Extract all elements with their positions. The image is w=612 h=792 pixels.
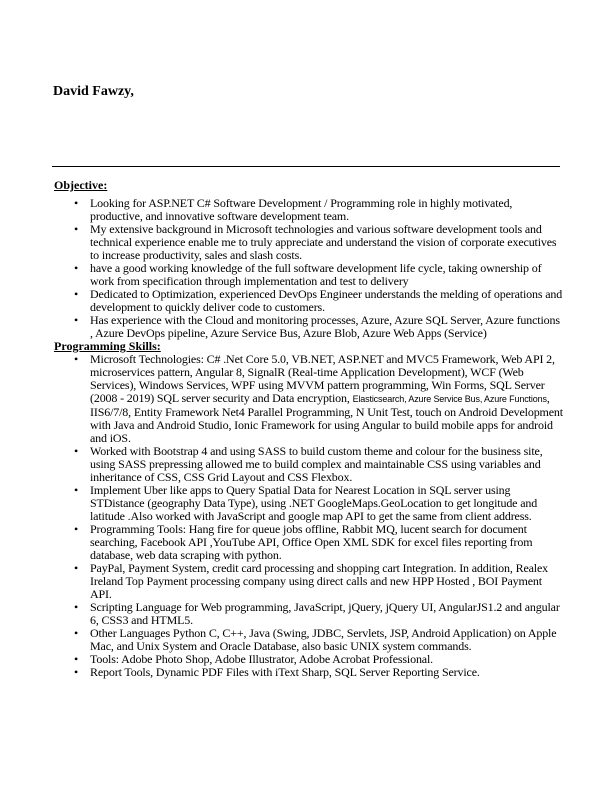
- bullet-icon: •: [74, 561, 79, 575]
- list-item: [54, 666, 564, 679]
- divider: [52, 166, 560, 167]
- list-item: [54, 223, 564, 262]
- item-text-sans: Elasticsearch, Azure Service Bus, Azure Functions: [352, 394, 547, 404]
- item-text: PayPal, Payment System, credit card processing and shopping cart Integration. In addition, Realex Ireland Top Payment processing company using direct calls and new HPP Hosted , BOI Payment API.: [90, 561, 549, 601]
- item-text: Microsoft Technologies: C# .Net Core 5.0, VB.NET, ASP.NET and MVC5 Framework, Web API 2, microservices pattern, Angular 8, SignalR (Real-time Application Development), WCF (Web Services), Windows Services, WPF using MVVM pattern programming, Win Forms, SQL Server (2008 - 2019) SQL server security and Data encryption,: [90, 352, 555, 405]
- item-text: Has experience with the Cloud and monitoring processes, Azure, Azure SQL Server, Azure functions , Azure DevOps pipeline, Azure Service Bus, Azure Blob, Azure Web Apps (Service): [90, 313, 560, 340]
- list-item: [54, 562, 564, 601]
- list-item: [54, 523, 564, 562]
- list-item: [54, 627, 564, 653]
- list-item: [54, 262, 564, 288]
- item-text: Programming Tools: Hang fire for queue jobs offline, Rabbit MQ, lucent search for document searching, Facebook API ,YouTube API, Office Open XML SDK for excel files reporting from database, web data scraping with python.: [90, 522, 533, 562]
- objective-list: [54, 197, 564, 340]
- candidate-name: David Fawzy,: [53, 84, 134, 99]
- list-item: [54, 288, 564, 314]
- item-text: Dedicated to Optimization, experienced DevOps Engineer understands the melding of operations and development to quickly deliver code to customers.: [90, 287, 563, 314]
- skills-heading: Programming Skills:: [54, 339, 161, 353]
- objective-heading: Objective:: [54, 178, 108, 192]
- bullet-icon: •: [74, 444, 79, 458]
- bullet-icon: •: [74, 222, 79, 236]
- bullet-icon: •: [74, 626, 79, 640]
- list-item: [54, 484, 564, 523]
- item-text: , IIS6/7/8, Entity Framework Net4 Parallel Programming, N Unit Test, touch on Android Development with Java and Android Studio, Ionic Framework for using Angular to build mobile apps for android and iOS.: [90, 391, 563, 445]
- list-item: [54, 445, 564, 484]
- skills-list: [54, 353, 564, 679]
- item-text: Report Tools, Dynamic PDF Files with iText Sharp, SQL Server Reporting Service.: [90, 665, 480, 679]
- bullet-icon: •: [74, 261, 79, 275]
- item-text: Scripting Language for Web programming, JavaScript, jQuery, jQuery UI, AngularJS1.2 and angular 6, CSS3 and HTML5.: [90, 600, 560, 627]
- item-text: My extensive background in Microsoft technologies and various software development tools and technical experience enable me to truly appreciate and understand the vision of corporate executives to increase productivity, sales and slash costs.: [90, 222, 557, 262]
- bullet-icon: •: [74, 313, 79, 327]
- list-item: [54, 197, 564, 223]
- item-text: Tools: Adobe Photo Shop, Adobe Illustrator, Adobe Acrobat Professional.: [90, 652, 434, 666]
- bullet-icon: •: [74, 352, 79, 366]
- item-text: Worked with Bootstrap 4 and using SASS to build custom theme and colour for the business site, using SASS prepressing allowed me to build complex and maintainable CSS using variables and inheritance of CSS, CSS Grid Layout and CSS Flexbox.: [90, 444, 543, 484]
- bullet-icon: •: [74, 196, 79, 210]
- bullet-icon: •: [74, 600, 79, 614]
- item-text: Implement Uber like apps to Query Spatial Data for Nearest Location in SQL server using STDistance (geography Data Type), using .NET GoogleMaps.GeoLocation to get longitude and latitude .Also worked with JavaScript and google map API to get the same from client address.: [90, 483, 538, 523]
- bullet-icon: •: [74, 652, 79, 666]
- bullet-icon: •: [74, 483, 79, 497]
- item-text: Other Languages Python C, C++, Java (Swing, JDBC, Servlets, JSP, Android Application) on Apple Mac, and Unix System and Oracle Database, also basic UNIX system commands.: [90, 626, 557, 653]
- list-item: [54, 601, 564, 627]
- bullet-icon: •: [74, 287, 79, 301]
- bullet-icon: •: [74, 665, 79, 679]
- item-text: Looking for ASP.NET C# Software Development / Programming role in highly motivated, productive, and innovative software development team.: [90, 196, 513, 223]
- list-item: [54, 314, 564, 340]
- item-text: have a good working knowledge of the full software development life cycle, taking ownership of work from specification through implementation and test to delivery: [90, 261, 542, 288]
- bullet-icon: •: [74, 522, 79, 536]
- list-item: [54, 353, 564, 445]
- objective-section: [54, 179, 564, 679]
